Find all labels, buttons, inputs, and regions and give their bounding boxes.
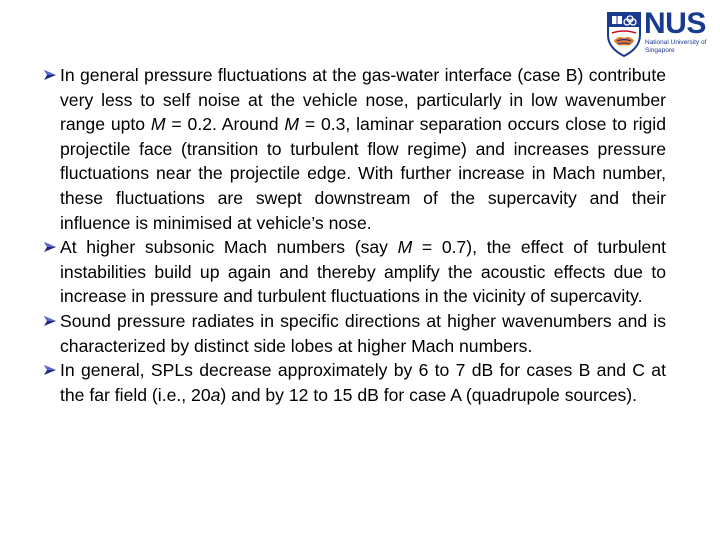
bullet-item (43, 63, 666, 235)
arrowhead-bullet-icon (43, 69, 57, 81)
bullet-item (43, 309, 666, 358)
bullet-item (43, 235, 666, 309)
nus-subtitle: National University of Singapore (645, 39, 707, 54)
arrowhead-bullet-icon (43, 241, 57, 253)
bullet-text: In general pressure fluctuations at the gas-water interface (case B) contribute very less to self noise at the vehicle nose, particularly in low wavenumber range upto M = 0.2. Around M = 0.3, laminar separation occurs close to rigid projectile face (transition to turbulent flow regime) and increases pressure fluctuations near the projectile edge. With further increase in Mach number, these fluctuations are swept downstream of the supercavity and their influence is minimised at vehicle’s nose. (60, 65, 666, 233)
arrowhead-bullet-icon (43, 315, 57, 327)
bullet-text: At higher subsonic Mach numbers (say M = 0.7), the effect of turbulent instabilities build up again and thereby amplify the acoustic effects due to increase in pressure and turbulent fluctuations in the vicinity of supercavity. (60, 237, 666, 307)
nus-wordmark: NUS (644, 7, 706, 40)
nus-crest-icon (606, 11, 642, 57)
bullet-item (43, 358, 666, 407)
arrowhead-bullet-icon (43, 364, 57, 376)
nus-logo (606, 7, 707, 57)
bullet-text: Sound pressure radiates in specific directions at higher wavenumbers and is characterized by distinct side lobes at higher Mach numbers. (60, 310, 666, 356)
slide-body (43, 63, 666, 407)
bullet-text: In general, SPLs decrease approximately by 6 to 7 dB for cases B and C at the far field (i.e., 20a) and by 12 to 15 dB for case A (quadrupole sources). (60, 360, 666, 405)
